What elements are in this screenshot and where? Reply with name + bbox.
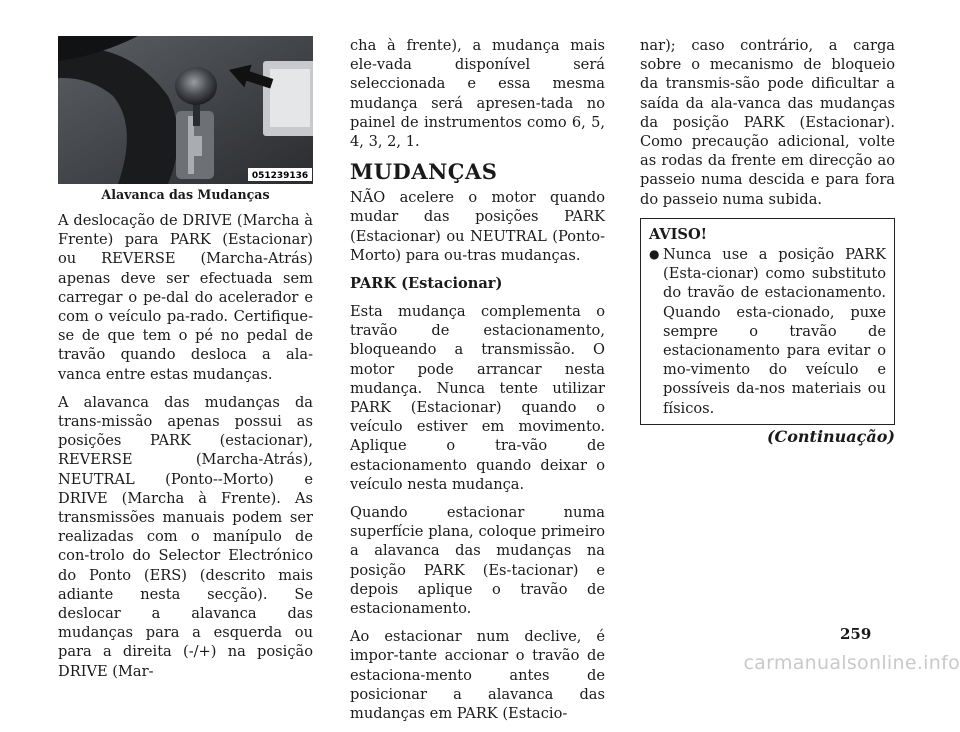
column-2-paragraph-4: Ao estacionar num declive, é impor-tante accionar o travão de estaciona-mento antes de posicionar a alavanca das mudanças em PARK (Estacio- (350, 628, 605, 723)
figure-caption: Alavanca das Mudanças (101, 187, 270, 202)
paragraph-2: A alavanca das mudanças da trans-missão apenas possui as posições PARK (estacionar), REVERSE (Marcha-Atrás), NEUTRAL (Ponto--Morto) e DRIVE (Marcha à Frente). As transmissões manuais podem ser realizadas com o manípulo de con-trolo do Selector Electrónico do Ponto (ERS) (descrito mais adiante nesta secção). Se deslocar a alavanca das mudanças para a esquerda ou para a direita (-/+) na posição DRIVE (Mar- (58, 393, 313, 680)
paragraph-1: A deslocação de DRIVE (Marcha à Frente) para PARK (Estacionar) ou REVERSE (Marcha-Atrás) apenas deve ser efectuada sem carregar o pe-dal do acelerador e com o veículo pa-rado. Certifique-se de que tem o pé no pedal de travão quando desloca a ala-vanca entre estas mudanças. (58, 212, 313, 383)
column-2-paragraph-2: Esta mudança complementa o travão de estacionamento, bloqueando a transmissão. O motor pode arrancar nesta mudança. Nunca tente utilizar PARK (Estacionar) quando o veículo estiver em movimento. Aplique o tra-vão de estacionamento quando deixar o veículo nesta mudança. (350, 303, 605, 493)
bullet-icon: ● (649, 247, 660, 262)
column-2 (350, 36, 605, 732)
subheading-park: PARK (Estacionar) (350, 275, 503, 293)
gear-lever-illustration (58, 36, 313, 184)
continued-label: (Continuação) (766, 426, 895, 446)
column-2-paragraph-1: NÃO acelere o motor quando mudar das posições PARK (Estacionar) ou NEUTRAL (Ponto-Morto) para ou-tras mudanças. (350, 189, 605, 264)
column-1 (58, 36, 313, 690)
warning-text: Nunca use a posição PARK (Esta-cionar) como substituto do travão de estacionamento. Quando esta-cionado, puxe sempre o travão de estacionamento para evitar o mo-vimento do veículo e possíveis da-nos materiais ou físicos. (663, 246, 886, 417)
warning-box (640, 218, 895, 425)
gear-lever-photo (58, 36, 313, 184)
section-title: MUDANÇAS (350, 159, 498, 185)
page-number: 259 (840, 625, 872, 643)
figure-code: 051239136 (251, 171, 309, 181)
column-3-intro: nar); caso contrário, a carga sobre o mecanismo de bloqueio da transmis-são pode dificultar a saída da ala-vanca das mudanças da posição PARK (Estacionar). Como precaução adicional, volte as rodas da frente em direcção ao passeio numa descida e para fora do passeio numa subida. (640, 37, 895, 208)
warning-item (649, 245, 886, 418)
column-2-intro: cha à frente), a mudança mais ele-vada disponível será seleccionada e essa mesma mudança será apresen-tada no painel de instrumentos como 6, 5, 4, 3, 2, 1. (350, 37, 605, 151)
warning-title: AVISO! (649, 225, 708, 243)
column-3 (640, 36, 895, 446)
watermark: carmanualsonline.info (743, 652, 960, 674)
column-2-paragraph-3: Quando estacionar numa superfície plana, coloque primeiro a alavanca das mudanças na posição PARK (Es-tacionar) e depois aplique o travão de estacionamento. (350, 504, 605, 618)
